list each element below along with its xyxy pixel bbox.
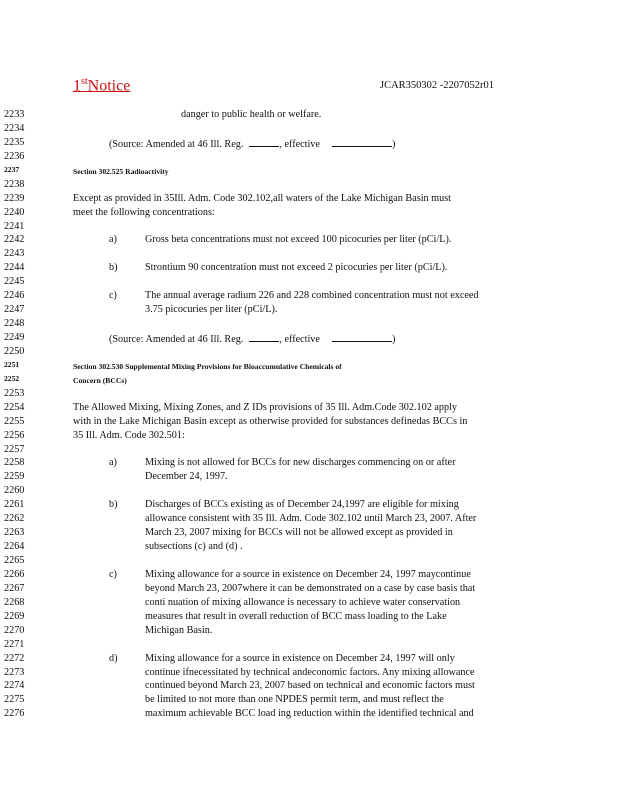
line-number: 2244 <box>4 262 25 274</box>
section-heading: Concern (BCCs) <box>73 375 127 385</box>
document-line <box>0 178 618 192</box>
line-number: 2234 <box>4 122 25 134</box>
document-line <box>0 247 618 261</box>
document-line <box>0 470 618 484</box>
document-line <box>0 582 618 596</box>
item-label: a) <box>109 457 117 469</box>
line-text: Strontium 90 concentration must not exceed 2 picocuries per liter (pCi/L). <box>145 262 448 274</box>
document-line <box>0 554 618 568</box>
document-line <box>0 192 618 206</box>
blank-field <box>249 137 279 147</box>
document-line <box>0 289 618 303</box>
document-line <box>0 707 618 721</box>
line-number: 2257 <box>4 443 25 455</box>
source-note: (Source: Amended at 46 Ill. Reg. , effective ) <box>109 334 396 345</box>
line-number: 2236 <box>4 150 25 162</box>
item-label: b) <box>109 499 118 511</box>
line-text: measures that result in overall reduction of BCC mass loading to the Lake <box>145 610 447 622</box>
document-line <box>0 484 618 498</box>
line-number: 2260 <box>4 485 25 497</box>
document-line <box>0 108 618 122</box>
line-number: 2242 <box>4 234 25 246</box>
document-line <box>0 498 618 512</box>
line-number: 2273 <box>4 666 25 678</box>
line-number: 2240 <box>4 206 25 218</box>
line-number: 2237 <box>4 164 20 174</box>
line-text: continued beyond March 23, 2007 based on technical and economic factors must <box>145 680 475 692</box>
line-number: 2247 <box>4 304 25 316</box>
document-line <box>0 638 618 652</box>
line-number: 2246 <box>4 290 25 302</box>
line-text: The annual average radium 226 and 228 combined concentration must not exceed <box>145 290 479 302</box>
line-text: The Allowed Mixing, Mixing Zones, and Z IDs provisions of 35 Ill. Adm.Code 302.102 apply <box>73 401 457 413</box>
item-label: a) <box>109 234 117 246</box>
line-number: 2250 <box>4 345 25 357</box>
line-number: 2239 <box>4 192 25 204</box>
line-text: Except as provided in 35Ill. Adm. Code 302.102,all waters of the Lake Michigan Basin must <box>73 192 451 204</box>
document-line <box>0 443 618 457</box>
blank-field <box>332 332 392 342</box>
line-number: 2262 <box>4 513 25 525</box>
line-number: 2243 <box>4 248 25 260</box>
document-line <box>0 345 618 359</box>
line-text: December 24, 1997. <box>145 471 228 483</box>
document-line <box>0 596 618 610</box>
document-line <box>0 136 618 150</box>
line-number: 2266 <box>4 568 25 580</box>
line-text: be limited to not more than one NPDES permit term, and must reflect the <box>145 694 444 706</box>
document-line <box>0 387 618 401</box>
document-line <box>0 122 618 136</box>
line-number: 2261 <box>4 499 25 511</box>
document-body <box>0 108 618 721</box>
line-text: danger to public health or welfare. <box>181 109 322 120</box>
line-number: 2275 <box>4 694 25 706</box>
line-text: maximum achievable BCC load ing reduction within the identified technical and <box>145 708 474 720</box>
section-heading: Section 302.525 Radioactivity <box>73 166 169 176</box>
line-number: 2268 <box>4 596 25 608</box>
line-number: 2263 <box>4 527 25 539</box>
line-number: 2238 <box>4 178 25 190</box>
line-text: with in the Lake Michigan Basin except as otherwise provided for substances definedas BCCs in <box>73 415 468 427</box>
document-line <box>0 359 618 373</box>
line-text: Mixing allowance for a source in existence on December 24, 1997 will only <box>145 652 455 664</box>
document-line <box>0 233 618 247</box>
document-line <box>0 610 618 624</box>
item-label: d) <box>109 652 118 664</box>
notice-label: 1stNotice <box>73 76 131 95</box>
line-text: conti nuation of mixing allowance is necessary to achieve water conservation <box>145 596 461 608</box>
blank-field <box>249 332 279 342</box>
line-number: 2265 <box>4 555 25 566</box>
document-line <box>0 429 618 443</box>
document-code: JCAR350302 -2207052r01 <box>380 80 495 91</box>
document-line <box>0 526 618 540</box>
line-text: 35 Ill. Adm. Code 302.501: <box>73 429 185 441</box>
item-label: c) <box>109 290 117 302</box>
line-text: Mixing allowance for a source in existence on December 24, 1997 maycontinue <box>145 568 471 580</box>
document-line <box>0 679 618 693</box>
line-number: 2264 <box>4 541 25 553</box>
line-number: 2259 <box>4 471 25 483</box>
line-number: 2272 <box>4 652 25 664</box>
document-line <box>0 220 618 234</box>
document-line <box>0 150 618 164</box>
document-line <box>0 275 618 289</box>
line-text: March 23, 2007 mixing for BCCs will not be allowed except as provided in <box>145 527 453 539</box>
document-line <box>0 415 618 429</box>
item-label: c) <box>109 568 117 580</box>
line-text: beyond March 23, 2007where it can be demonstrated on a case by case basis that <box>145 582 476 594</box>
line-number: 2256 <box>4 429 25 441</box>
document-line <box>0 540 618 554</box>
line-number: 2249 <box>4 332 25 343</box>
line-text: continue ifnecessitated by technical andeconomic factors. Any mixing allowance <box>145 666 475 678</box>
document-line <box>0 652 618 666</box>
line-number: 2252 <box>4 373 20 383</box>
line-text: Discharges of BCCs existing as of December 24,1997 are eligible for mixing <box>145 499 459 511</box>
item-label: b) <box>109 262 118 274</box>
document-line <box>0 303 618 317</box>
line-number: 2245 <box>4 276 25 288</box>
line-number: 2241 <box>4 220 25 232</box>
line-number: 2255 <box>4 415 25 427</box>
line-number: 2258 <box>4 457 25 469</box>
document-line <box>0 317 618 331</box>
line-number: 2251 <box>4 359 20 369</box>
line-number: 2248 <box>4 318 25 330</box>
document-line <box>0 261 618 275</box>
line-number: 2254 <box>4 401 25 413</box>
document-line <box>0 512 618 526</box>
document-line <box>0 373 618 387</box>
section-heading: Section 302.530 Supplemental Mixing Provisions for Bioaccumulative Chemicals of <box>73 361 342 371</box>
line-number: 2276 <box>4 708 25 720</box>
document-line <box>0 693 618 707</box>
line-number: 2274 <box>4 680 25 692</box>
document-line <box>0 206 618 220</box>
line-number: 2269 <box>4 610 25 622</box>
line-text: Mixing is not allowed for BCCs for new discharges commencing on or after <box>145 457 456 469</box>
line-number: 2233 <box>4 109 25 120</box>
document-line <box>0 164 618 178</box>
line-text: Gross beta concentrations must not exceed 100 picocuries per liter (pCi/L). <box>145 234 452 246</box>
document-line <box>0 568 618 582</box>
line-text: allowance consistent with 35 Ill. Adm. Code 302.102 until March 23, 2007. After <box>145 513 477 525</box>
document-line <box>0 401 618 415</box>
line-text: Michigan Basin. <box>145 624 213 636</box>
source-note: (Source: Amended at 46 Ill. Reg. , effective ) <box>109 138 396 150</box>
line-number: 2253 <box>4 387 25 399</box>
document-line <box>0 666 618 680</box>
document-line <box>0 331 618 345</box>
line-number: 2235 <box>4 136 25 148</box>
blank-field <box>332 137 392 147</box>
document-line <box>0 456 618 470</box>
page-header <box>0 76 618 96</box>
document-line <box>0 624 618 638</box>
line-text: meet the following concentrations: <box>73 206 215 218</box>
line-text: 3.75 picocuries per liter (pCi/L). <box>145 304 278 316</box>
line-text: subsections (c) and (d) . <box>145 541 243 553</box>
line-number: 2271 <box>4 638 25 650</box>
line-number: 2270 <box>4 624 25 636</box>
line-number: 2267 <box>4 582 25 594</box>
